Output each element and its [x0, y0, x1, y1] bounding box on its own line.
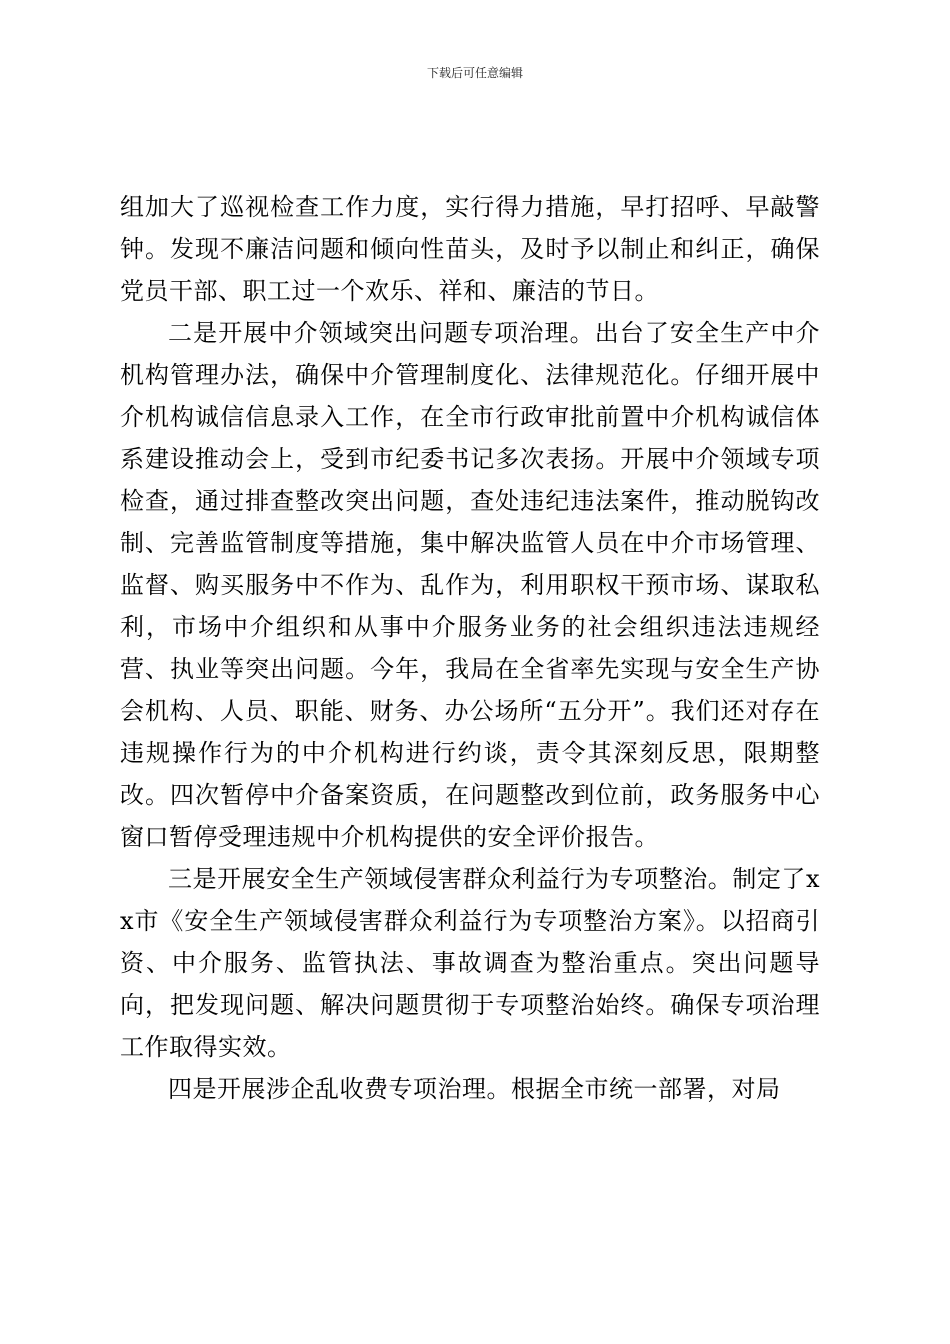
paragraph-intermediary-governance: 二是开展中介领域突出问题专项治理。出台了安全生产中介机构管理办法，确保中介管理制度化、法律规范化。仔细开展中介机构诚信信息录入工作，在全市行政审批前置中介机构诚信体系建设推动会上，受到市纪委书记多次表扬。开展中介领域专项检查，通过排查整改突出问题，查处违纪违法案件，推动脱钩改制、完善监管制度等措施，集中解决监管人员在中介市场管理、监督、购买服务中不作为、乱作为，利用职权干预市场、谋取私利，市场中介组织和从事中介服务业务的社会组织违法违规经营、执业等突出问题。今年，我局在全省率先实现与安全生产协会机构、人员、职能、财务、办公场所“五分开”。我们还对存在违规操作行为的中介机构进行约谈，责令其深刻反思，限期整改。四次暂停中介备案资质，在问题整改到位前，政务服务中心窗口暂停受理违规中介机构提供的安全评价报告。 [120, 319, 820, 851]
paragraph-continuation: 组加大了巡视检查工作力度，实行得力措施，早打招呼、早敲警钟。发现不廉洁问题和倾向性苗头，及时予以制止和纠正，确保党员干部、职工过一个欢乐、祥和、廉洁的节日。 [120, 193, 820, 305]
page-header-note: 下载后可任意编辑 [426, 66, 523, 80]
paragraph-safety-rectification: 三是开展安全生产领域侵害群众利益行为专项整治。制定了xx市《安全生产领域侵害群众利益行为专项整治方案》。以招商引资、中介服务、监管执法、事故调查为整治重点。突出问题导向，把发现问题、解决问题贯彻于专项整治始终。确保专项治理工作取得实效。 [120, 865, 820, 1061]
paragraph-fee-governance: 四是开展涉企乱收费专项治理。根据全市统一部署，对局 [168, 1075, 781, 1103]
document-body [120, 186, 820, 1110]
